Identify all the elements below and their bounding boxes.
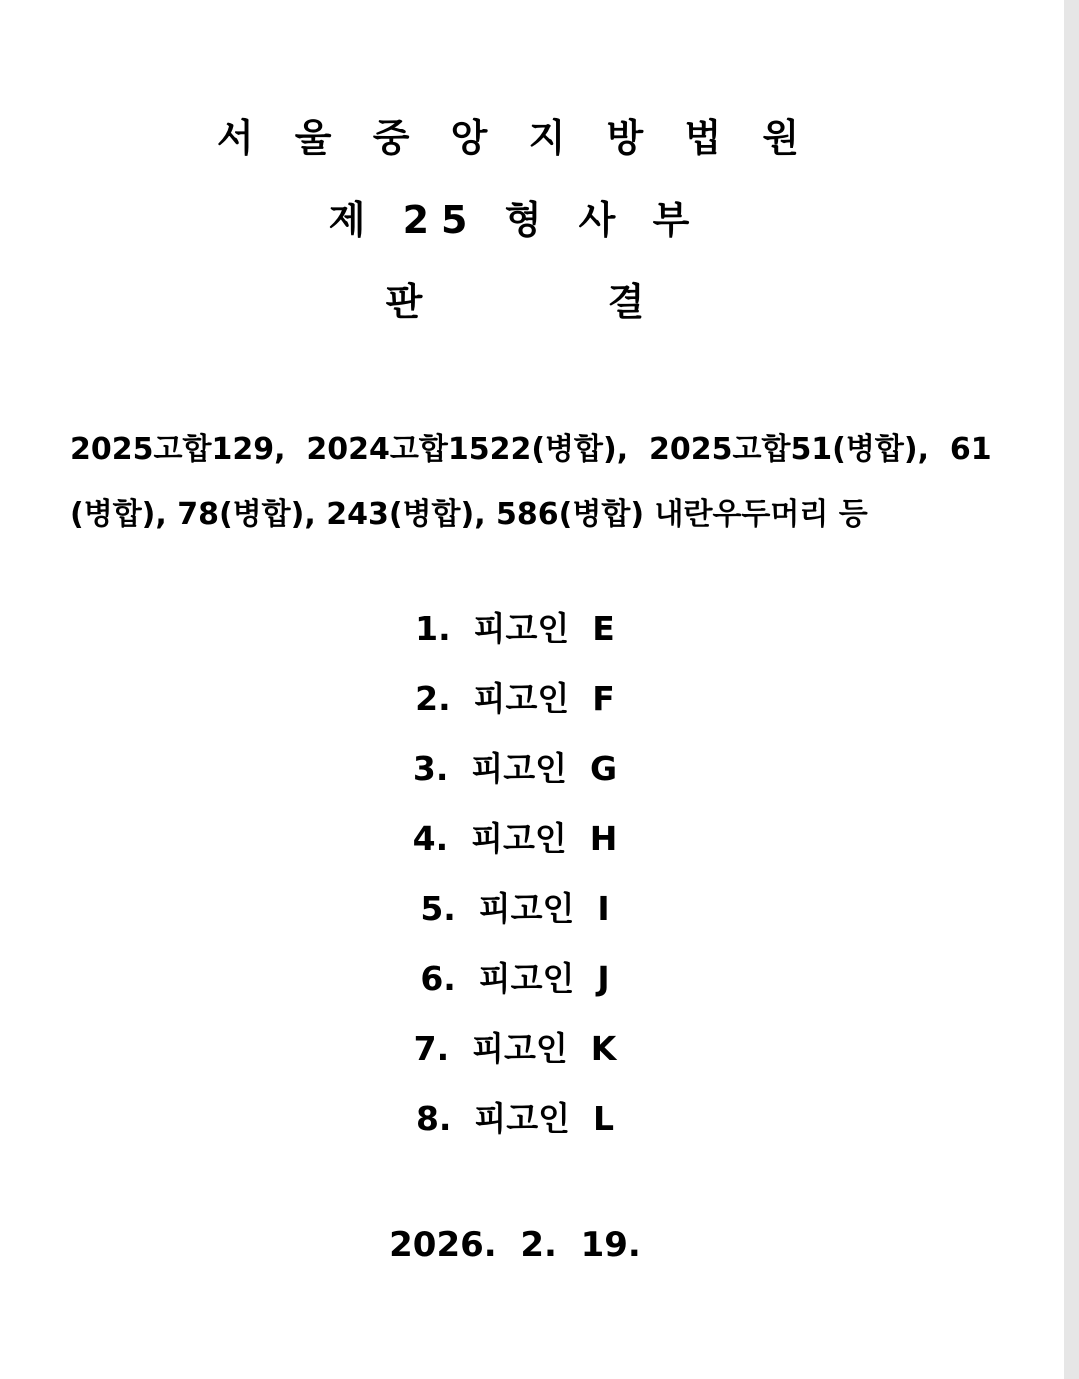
defendant-item: 7. 피고인 K xyxy=(413,1029,617,1068)
case-number-line-1: 2025고합129, 2024고합1522(병합), 2025고합51(병합), 61 xyxy=(70,432,992,467)
defendant-item: 2. 피고인 F xyxy=(415,679,615,718)
defendant-item: 4. 피고인 H xyxy=(412,819,618,858)
judgment-date: 2026. 2. 19. xyxy=(389,1225,641,1265)
criminal-division: 제 25 형 사 부 xyxy=(328,198,702,242)
vertical-scrollbar[interactable] xyxy=(1064,0,1079,1379)
defendant-item: 6. 피고인 J xyxy=(420,959,610,998)
case-number-line-2: (병합), 78(병합), 243(병합), 586(병합) 내란우두머리 등 xyxy=(70,497,868,532)
court-name: 서 울 중 앙 지 방 법 원 xyxy=(216,116,814,160)
defendant-list xyxy=(0,606,1030,1166)
defendant-item: 5. 피고인 I xyxy=(420,889,610,928)
document-type-heading: 판 결 xyxy=(385,280,645,324)
defendant-item: 3. 피고인 G xyxy=(412,749,618,788)
defendant-item: 8. 피고인 L xyxy=(415,1099,615,1138)
defendant-item: 1. 피고인 E xyxy=(415,609,615,648)
